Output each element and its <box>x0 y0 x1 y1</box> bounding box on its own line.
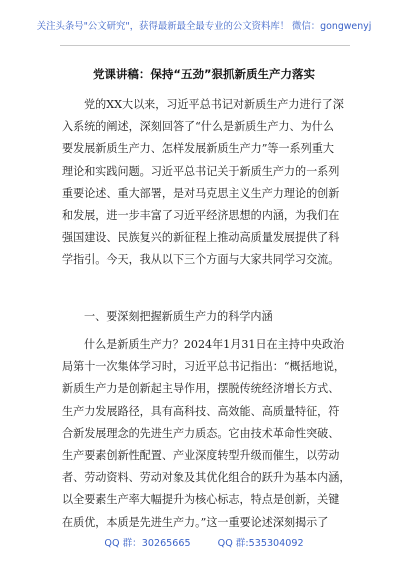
header-divider <box>60 45 350 46</box>
paragraph-line: 以全要素生产率大幅提升为核心标志，特点是创新，关键 <box>62 493 340 507</box>
paragraph-line: 学指引。今天，我从以下三个方面与大家共同学习交流。 <box>62 253 340 267</box>
footer-qq-group-1[interactable]: QQ 群：30265665 <box>104 538 191 549</box>
paragraph-line: 合新发展理念的先进生产力质态。它由技术革命性突破、 <box>62 426 340 440</box>
paragraph-line: 理论和实践问题。习近平总书记关于新质生产力的一系列 <box>62 164 340 178</box>
header-banner[interactable]: 关注头条号"公文研究"，获得最新最全最专业的公文资料库！ 微信：gongwenyj <box>36 21 372 32</box>
section-heading: 一、要深刻把握新质生产力的科学内涵 <box>84 310 273 323</box>
document-title: 党课讲稿：保持“五劲”狠抓新质生产力落实 <box>92 67 316 81</box>
section-heading-block <box>62 306 350 328</box>
paragraph-line: 局第十一次集体学习时，习近平总书记指出：“概括地说， <box>62 360 346 374</box>
paragraph-1 <box>62 94 350 272</box>
paragraph-line: 什么是新质生产力？2024年1月31日在主持中央政治 <box>84 338 345 351</box>
footer <box>0 535 408 549</box>
paragraph-line: 者、劳动资料、劳动对象及其优化组合的跃升为基本内涵， <box>62 471 350 485</box>
paragraph-line: 和发展，进一步丰富了习近平经济思想的内涵，为我们在 <box>62 208 340 222</box>
paragraph-line: 入系统的阐述，深刻回答了“什么是新质生产力、为什么 <box>62 120 334 134</box>
paragraph-line: 新质生产力是创新起主导作用，摆脱传统经济增长方式、 <box>62 382 340 396</box>
paragraph-line: 生产要素创新性配置、产业深度转型升级而催生，以劳动 <box>62 448 340 462</box>
paragraph-line: 强国建设、民族复兴的新征程上推动高质量发展提供了科 <box>62 231 340 245</box>
paragraph-line: 党的XX大以来，习近平总书记对新质生产力进行了深 <box>84 98 344 111</box>
paragraph-2 <box>62 334 350 534</box>
paragraph-line: 重要论述、重大部署，是对马克思主义生产力理论的创新 <box>62 186 340 200</box>
paragraph-line: 生产力发展路径，具有高科技、高效能、高质量特征，符 <box>62 404 340 418</box>
paragraph-line: 要发展新质生产力、怎样发展新质生产力”等一系列重大 <box>62 142 334 156</box>
footer-qq-group-2[interactable]: QQ 群:535304092 <box>217 538 304 549</box>
paragraph-line: 在质优，本质是先进生产力。”这一重要论述深刻揭示了 <box>62 515 329 529</box>
